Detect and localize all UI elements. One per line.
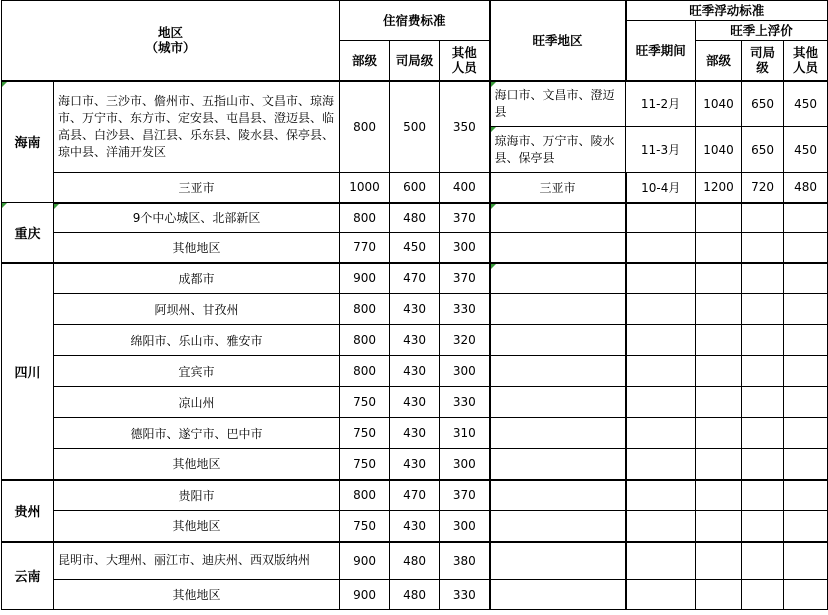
header-peak-region: 旺季地区 [490, 1, 626, 81]
value-bureau: 430 [390, 511, 440, 542]
header-ministerial-2: 部级 [696, 41, 742, 81]
value-bureau: 480 [390, 542, 440, 580]
peak-empty-cell [626, 580, 696, 610]
value-others: 320 [440, 325, 490, 356]
peak-others: 450 [784, 81, 828, 127]
peak-empty-cell [696, 511, 742, 542]
peak-ministerial: 1040 [696, 81, 742, 127]
city-cell: 昆明市、大理州、丽江市、迪庆州、西双版纳州 [54, 542, 340, 580]
peak-region-cell: 三亚市 [490, 173, 626, 203]
value-ministerial: 1000 [340, 173, 390, 203]
peak-empty-cell [742, 233, 784, 263]
city-cell: 9个中心城区、北部新区 [54, 203, 340, 233]
peak-empty-cell [742, 203, 784, 233]
table-row [2, 449, 828, 480]
city-cell: 绵阳市、乐山市、雅安市 [54, 325, 340, 356]
province-yunnan: 云南 [2, 542, 54, 610]
value-ministerial: 750 [340, 418, 390, 449]
value-ministerial: 800 [340, 81, 390, 173]
value-others: 310 [440, 418, 490, 449]
city-cell: 其他地区 [54, 233, 340, 263]
value-ministerial: 800 [340, 480, 390, 511]
value-bureau: 430 [390, 325, 440, 356]
value-others: 400 [440, 173, 490, 203]
province-hainan: 海南 [2, 81, 54, 203]
table-row [2, 294, 828, 325]
peak-empty-cell [626, 449, 696, 480]
peak-others: 480 [784, 173, 828, 203]
peak-empty-cell [784, 356, 828, 387]
value-others: 300 [440, 511, 490, 542]
peak-bureau: 650 [742, 81, 784, 127]
peak-empty-cell [626, 511, 696, 542]
peak-empty-cell [742, 294, 784, 325]
value-ministerial: 750 [340, 449, 390, 480]
value-bureau: 430 [390, 387, 440, 418]
header-others-2-line2: 人员 [793, 60, 819, 76]
peak-empty-cell [742, 387, 784, 418]
value-others: 370 [440, 263, 490, 294]
value-bureau: 430 [390, 449, 440, 480]
peak-empty-cell [696, 325, 742, 356]
city-cell: 其他地区 [54, 511, 340, 542]
peak-empty-cell [784, 542, 828, 580]
city-cell: 凉山州 [54, 387, 340, 418]
peak-empty-cell [784, 203, 828, 233]
city-cell: 其他地区 [54, 580, 340, 610]
header-region-city [2, 1, 340, 81]
header-lodging-standard: 住宿费标准 [340, 1, 490, 41]
peak-empty-cell [696, 203, 742, 233]
city-cell: 成都市 [54, 263, 340, 294]
value-bureau: 450 [390, 233, 440, 263]
lodging-standards-table [1, 0, 828, 610]
peak-empty-cell [742, 511, 784, 542]
peak-empty-cell [626, 356, 696, 387]
peak-empty-cell [490, 203, 626, 233]
peak-empty-cell [742, 325, 784, 356]
peak-empty-cell [626, 418, 696, 449]
peak-empty-cell [742, 580, 784, 610]
city-cell: 其他地区 [54, 449, 340, 480]
city-cell: 三亚市 [54, 173, 340, 203]
city-cell: 德阳市、遂宁市、巴中市 [54, 418, 340, 449]
value-ministerial: 750 [340, 511, 390, 542]
table-row [2, 387, 828, 418]
peak-region-cell: 海口市、文昌市、澄迈县 [490, 81, 626, 127]
peak-empty-cell [490, 511, 626, 542]
peak-period-cell: 11-2月 [626, 81, 696, 127]
value-bureau: 470 [390, 263, 440, 294]
peak-empty-cell [784, 580, 828, 610]
header-others [440, 41, 490, 81]
table-row [2, 542, 828, 580]
header-others-2-line1: 其他 [793, 45, 819, 61]
value-bureau: 600 [390, 173, 440, 203]
city-cell: 贵阳市 [54, 480, 340, 511]
table-row [2, 81, 828, 127]
value-bureau: 430 [390, 418, 440, 449]
header-others-line1: 其他 [451, 45, 477, 61]
table-row [2, 173, 828, 203]
peak-bureau: 650 [742, 127, 784, 173]
value-bureau: 480 [390, 203, 440, 233]
peak-empty-cell [696, 542, 742, 580]
table-row [2, 356, 828, 387]
peak-empty-cell [784, 294, 828, 325]
table-row [2, 263, 828, 294]
value-ministerial: 750 [340, 387, 390, 418]
value-others: 330 [440, 294, 490, 325]
value-others: 330 [440, 387, 490, 418]
table-row [2, 480, 828, 511]
peak-empty-cell [696, 418, 742, 449]
peak-empty-cell [742, 418, 784, 449]
peak-empty-cell [626, 542, 696, 580]
value-others: 370 [440, 203, 490, 233]
value-others: 350 [440, 81, 490, 173]
peak-period-cell: 11-3月 [626, 127, 696, 173]
province-sichuan: 四川 [2, 263, 54, 480]
value-bureau: 480 [390, 580, 440, 610]
header-ministerial: 部级 [340, 41, 390, 81]
table-row [2, 511, 828, 542]
peak-empty-cell [626, 294, 696, 325]
peak-ministerial: 1040 [696, 127, 742, 173]
peak-bureau: 720 [742, 173, 784, 203]
table-row [2, 580, 828, 610]
peak-empty-cell [490, 356, 626, 387]
value-ministerial: 770 [340, 233, 390, 263]
peak-empty-cell [626, 203, 696, 233]
peak-empty-cell [742, 263, 784, 294]
table-row [2, 325, 828, 356]
peak-empty-cell [742, 449, 784, 480]
table-row [2, 418, 828, 449]
peak-empty-cell [490, 480, 626, 511]
value-others: 300 [440, 233, 490, 263]
table-row [2, 203, 828, 233]
value-others: 380 [440, 542, 490, 580]
value-ministerial: 800 [340, 356, 390, 387]
header-bureau-2 [742, 41, 784, 81]
peak-empty-cell [784, 325, 828, 356]
value-others: 370 [440, 480, 490, 511]
header-peak-upfloat: 旺季上浮价 [696, 21, 828, 41]
header-bureau-2-line2: 级 [756, 60, 769, 76]
header-peak-float-standard: 旺季浮动标准 [626, 1, 828, 21]
peak-empty-cell [490, 542, 626, 580]
peak-others: 450 [784, 127, 828, 173]
peak-empty-cell [490, 233, 626, 263]
peak-empty-cell [626, 233, 696, 263]
peak-empty-cell [784, 418, 828, 449]
header-region-city-line2: （城市） [145, 40, 196, 56]
peak-empty-cell [696, 294, 742, 325]
peak-empty-cell [784, 387, 828, 418]
peak-empty-cell [490, 580, 626, 610]
peak-empty-cell [784, 233, 828, 263]
peak-empty-cell [784, 511, 828, 542]
peak-period-cell: 10-4月 [626, 173, 696, 203]
peak-empty-cell [784, 449, 828, 480]
peak-empty-cell [784, 480, 828, 511]
province-guizhou: 贵州 [2, 480, 54, 542]
value-ministerial: 900 [340, 263, 390, 294]
value-others: 300 [440, 449, 490, 480]
value-others: 330 [440, 580, 490, 610]
peak-empty-cell [696, 356, 742, 387]
peak-empty-cell [784, 263, 828, 294]
value-ministerial: 900 [340, 542, 390, 580]
header-others-line2: 人员 [451, 60, 477, 76]
city-cell: 宜宾市 [54, 356, 340, 387]
peak-empty-cell [696, 233, 742, 263]
value-others: 300 [440, 356, 490, 387]
peak-ministerial: 1200 [696, 173, 742, 203]
value-ministerial: 800 [340, 203, 390, 233]
value-ministerial: 900 [340, 580, 390, 610]
value-bureau: 470 [390, 480, 440, 511]
header-bureau: 司局级 [390, 41, 440, 81]
peak-empty-cell [696, 387, 742, 418]
value-ministerial: 800 [340, 294, 390, 325]
peak-empty-cell [742, 356, 784, 387]
peak-empty-cell [626, 387, 696, 418]
peak-empty-cell [626, 325, 696, 356]
peak-empty-cell [696, 580, 742, 610]
header-peak-period: 旺季期间 [626, 21, 696, 81]
peak-empty-cell [490, 325, 626, 356]
city-cell: 阿坝州、甘孜州 [54, 294, 340, 325]
peak-empty-cell [490, 449, 626, 480]
header-region-city-line1: 地区 [158, 25, 184, 41]
value-bureau: 430 [390, 356, 440, 387]
header-others-2 [784, 41, 828, 81]
value-bureau: 500 [390, 81, 440, 173]
peak-empty-cell [696, 263, 742, 294]
peak-empty-cell [490, 263, 626, 294]
value-bureau: 430 [390, 294, 440, 325]
peak-empty-cell [742, 542, 784, 580]
city-cell: 海口市、三沙市、儋州市、五指山市、文昌市、琼海市、万宁市、东方市、定安县、屯昌县、澄迈县、临高县、白沙县、昌江县、乐东县、陵水县、保亭县、琼中县、洋浦开发区 [54, 81, 340, 173]
peak-empty-cell [742, 480, 784, 511]
peak-empty-cell [626, 263, 696, 294]
header-bureau-2-line1: 司局 [750, 45, 776, 61]
peak-empty-cell [696, 449, 742, 480]
peak-empty-cell [490, 294, 626, 325]
peak-empty-cell [696, 480, 742, 511]
peak-empty-cell [490, 418, 626, 449]
value-ministerial: 800 [340, 325, 390, 356]
province-chongqing: 重庆 [2, 203, 54, 263]
table-row [2, 233, 828, 263]
peak-region-cell: 琼海市、万宁市、陵水县、保亭县 [490, 127, 626, 173]
peak-empty-cell [626, 480, 696, 511]
peak-empty-cell [490, 387, 626, 418]
